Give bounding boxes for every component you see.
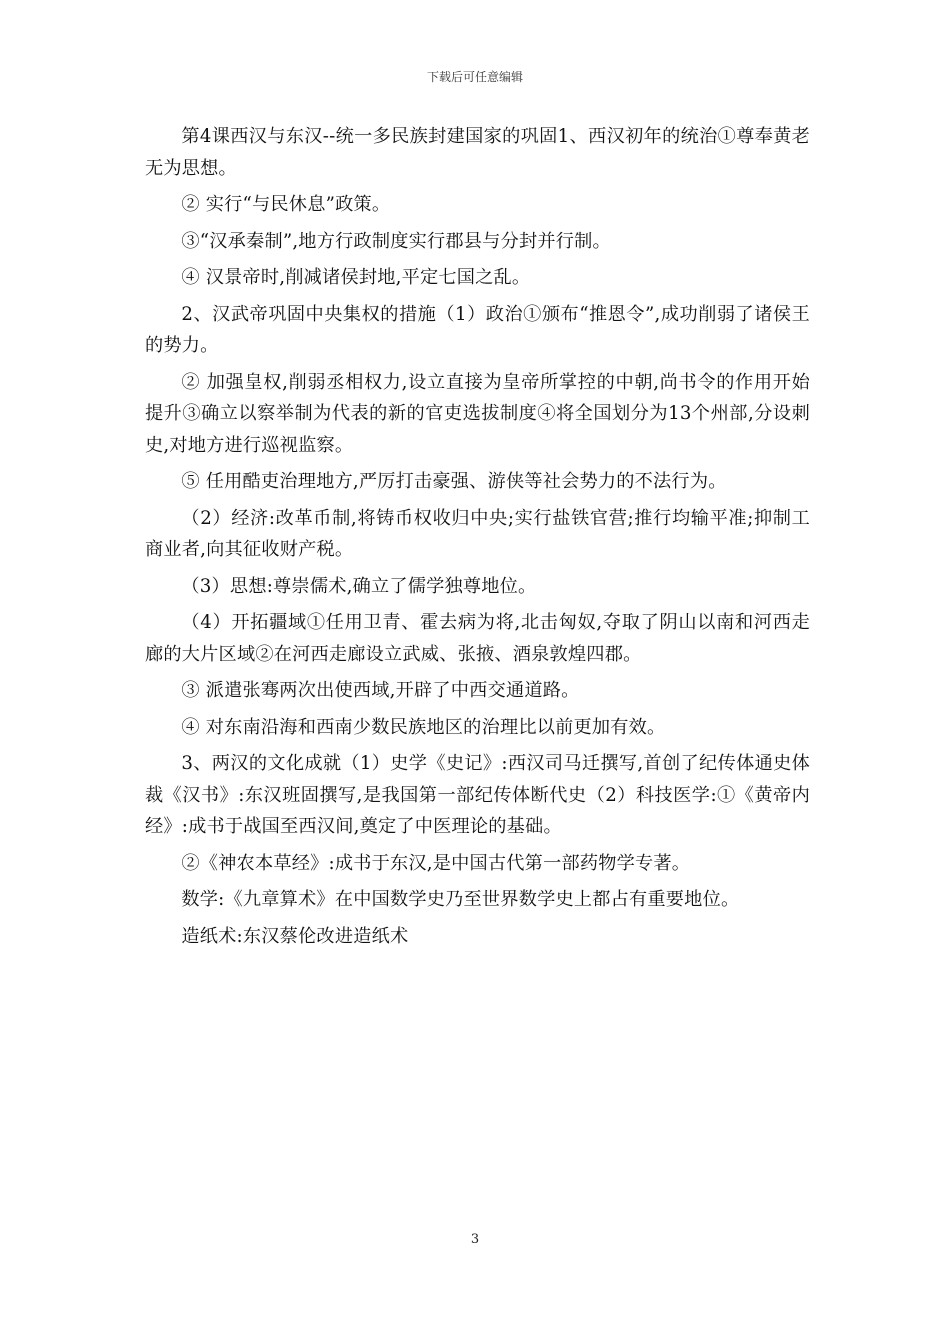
paragraph-papermaking: 造纸术:东汉蔡伦改进造纸术 bbox=[181, 925, 409, 947]
paragraph-territory: （4）开拓疆域①任用卫青、霍去病为将,北击匈奴,夺取了阴山以南和河西走廊的大片区域②在河西走廊设立武威、张掖、酒泉敦煌四郡。 bbox=[145, 612, 810, 665]
document-body bbox=[145, 121, 810, 957]
paragraph-item: ④ 汉景帝时,削减诸侯封地,平定七国之乱。 bbox=[181, 267, 531, 288]
paragraph-math: 数学:《九章算术》在中国数学史乃至世界数学史上都占有重要地位。 bbox=[181, 889, 740, 910]
paragraph-item: ④ 对东南沿海和西南少数民族地区的治理比以前更加有效。 bbox=[181, 716, 666, 738]
header-note: 下载后可任意编辑 bbox=[426, 70, 523, 84]
paragraph-section-3: 3、两汉的文化成就（1）史学《史记》:西汉司马迁撰写,首创了纪传体通史体裁《汉书》:东汉班固撰写,是我国第一部纪传体断代史（2）科技医学:①《黄帝内经》:成书于战国至西汉间,奠定了中医理论的基础。 bbox=[145, 753, 810, 837]
paragraph-item: ③“汉承秦制”,地方行政制度实行郡县与分封并行制。 bbox=[181, 230, 611, 252]
paragraph-item: ③ 派遣张骞两次出使西域,开辟了中西交通道路。 bbox=[181, 680, 580, 701]
paragraph-lesson-title: 第4课西汉与东汉--统一多民族封建国家的巩固1、西汉初年的统治①尊奉黄老无为思想。 bbox=[145, 126, 810, 179]
page-number: 3 bbox=[470, 1232, 480, 1247]
paragraph-item: ② 实行“与民休息”政策。 bbox=[181, 194, 391, 215]
paragraph-section-2: 2、汉武帝巩固中央集权的措施（1）政治①颁布“推恩令”,成功削弱了诸侯王的势力。 bbox=[145, 303, 810, 356]
paragraph-thought: （3）思想:尊崇儒术,确立了儒学独尊地位。 bbox=[181, 575, 537, 597]
paragraph-item: ⑤ 任用酷吏治理地方,严厉打击豪强、游侠等社会势力的不法行为。 bbox=[181, 471, 727, 492]
paragraph-economy: （2）经济:改革币制,将铸币权收归中央;实行盐铁官营;推行均输平准;抑制工商业者,向其征收财产税。 bbox=[145, 507, 810, 560]
paragraph-item: ②《神农本草经》:成书于东汉,是中国古代第一部药物学专著。 bbox=[181, 852, 691, 874]
paragraph-item: ② 加强皇权,削弱丞相权力,设立直接为皇帝所掌控的中朝,尚书令的作用开始提升③确立以察举制为代表的新的官吏选拔制度④将全国划分为13个州部,分设刺史,对地方进行巡视监察。 bbox=[145, 371, 810, 456]
